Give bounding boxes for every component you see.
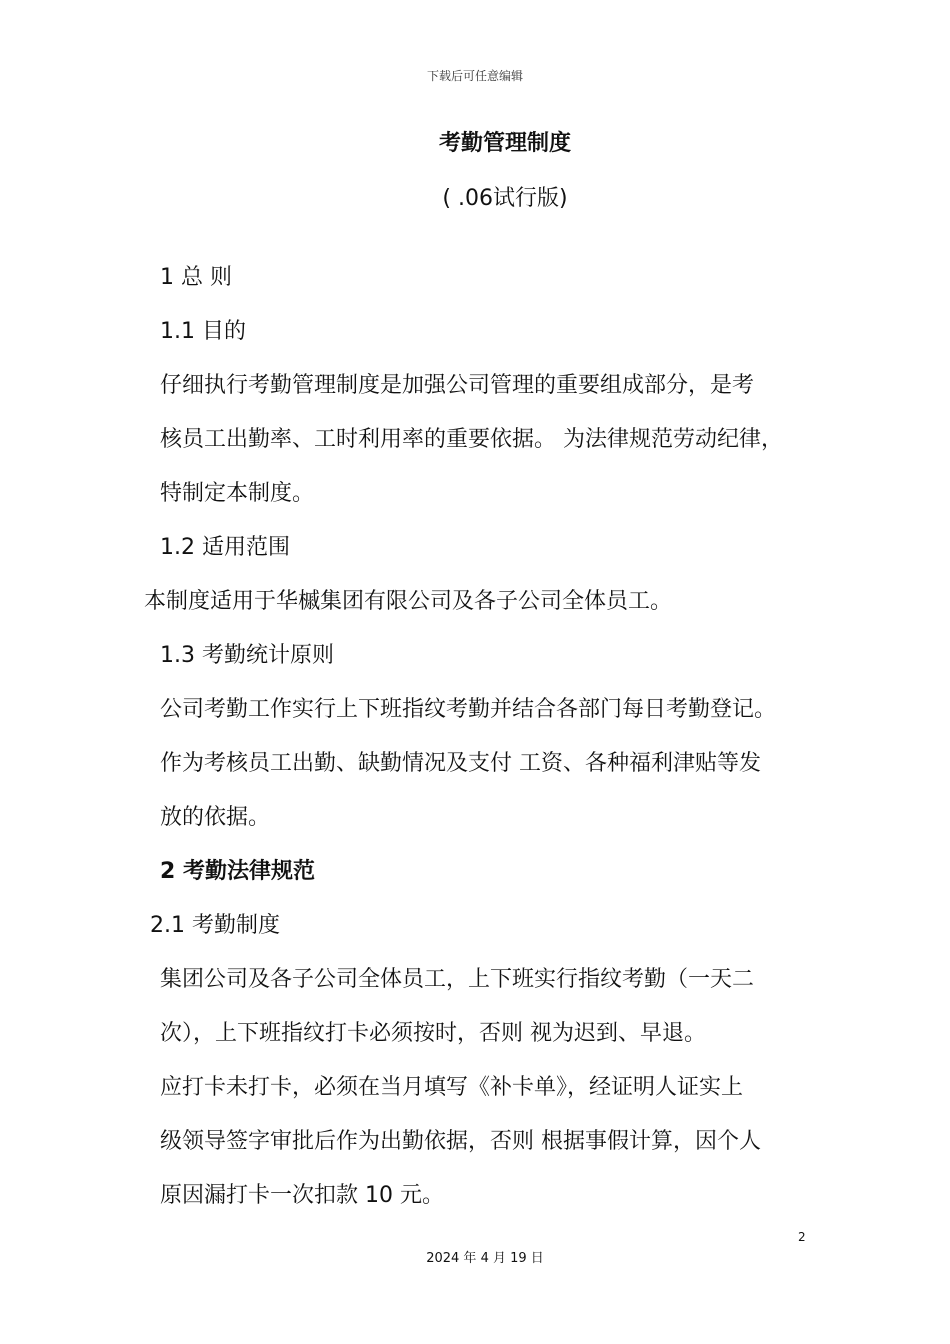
paragraph-line: 本制度适用于华槭集团有限公司及各子公司全体员工。: [144, 589, 673, 614]
paragraph-line: 公司考勤工作实行上下班指纹考勤并结合各部门每日考勤登记。: [160, 697, 777, 722]
document-title: 考勤管理制度: [438, 131, 571, 156]
section-1-heading: 1 总 则: [160, 265, 232, 290]
paragraph-line: 级领导签字审批后作为出勤依据，否则 根据事假计算，因个人: [160, 1129, 761, 1154]
paragraph-line: 放的依据。: [160, 805, 271, 830]
section-1-2-heading: 1.2 适用范围: [160, 535, 290, 560]
document-subtitle: ( .06试行版): [442, 186, 568, 211]
paragraph-line: 核员工出勤率、工时利用率的重要依据。 为法律规范劳动纪律，: [160, 427, 783, 452]
page-number: 2: [798, 1230, 806, 1244]
paragraph-line: 集团公司及各子公司全体员工，上下班实行指纹考勤（一天二: [160, 967, 755, 992]
section-2-heading: 2 考勤法律规范: [160, 859, 315, 884]
paragraph-line: 特制定本制度。: [160, 481, 315, 506]
paragraph-line: 作为考核员工出勤、缺勤情况及支付 工资、各种福利津贴等发: [160, 751, 761, 776]
page-header: 下载后可任意编辑: [426, 69, 523, 83]
paragraph-line: 仔细执行考勤管理制度是加强公司管理的重要组成部分，是考: [160, 373, 755, 398]
paragraph-line: 次），上下班指纹打卡必须按时，否则 视为迟到、早退。: [160, 1021, 706, 1046]
section-1-1-heading: 1.1 目的: [160, 319, 246, 344]
section-1-3-heading: 1.3 考勤统计原则: [160, 643, 334, 668]
paragraph-line: 应打卡未打卡，必须在当月填写《补卡单》，经证明人证实上: [160, 1075, 744, 1100]
section-2-1-heading: 2.1 考勤制度: [150, 913, 280, 938]
paragraph-line: 原因漏打卡一次扣款 10 元。: [160, 1183, 444, 1208]
footer-date: 2024 年 4 月 19 日: [426, 1251, 544, 1266]
